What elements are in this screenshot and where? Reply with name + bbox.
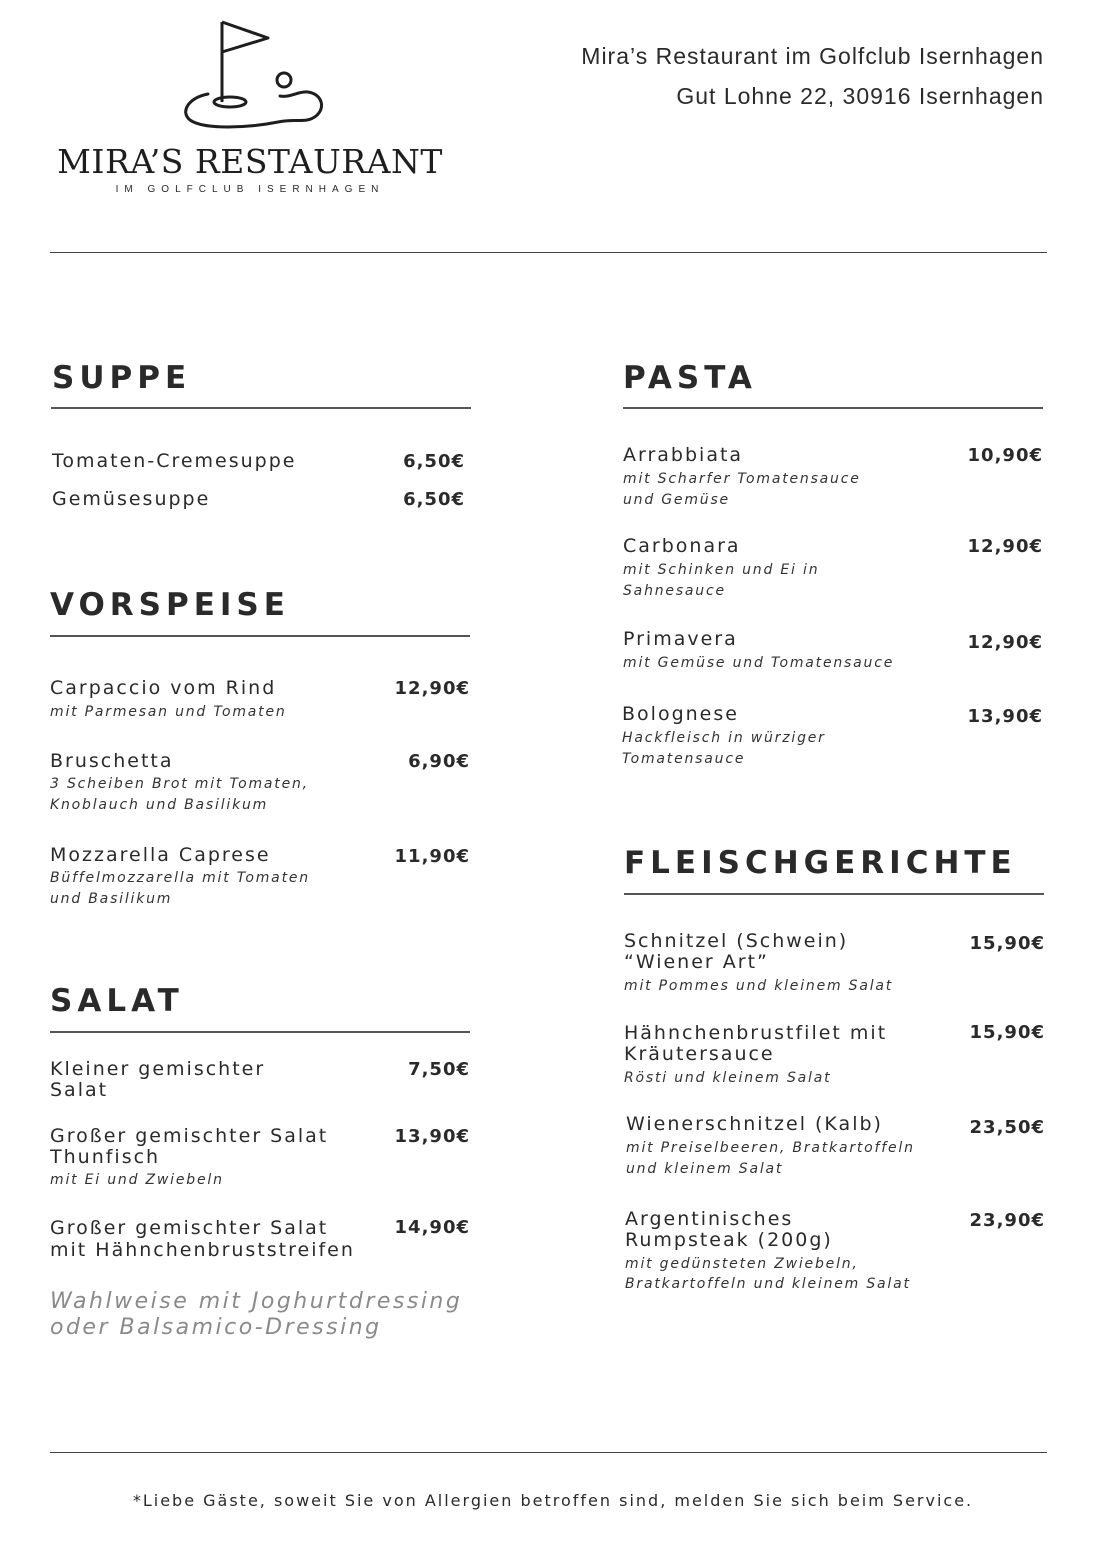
menu-item-description: mit Pommes und kleinem Salat: [624, 978, 894, 994]
menu-item-name: Bolognese: [622, 703, 739, 725]
menu-item-description: Rösti und kleinem Salat: [624, 1070, 832, 1086]
menu-item-description: Büffelmozzarella mit Tomaten: [50, 870, 310, 886]
menu-item-description: Bratkartoffeln und kleinem Salat: [625, 1276, 911, 1292]
menu-item-description: Hackfleisch in würziger: [622, 730, 826, 746]
restaurant-address-line: Gut Lohne 22, 30916 Isernhagen: [676, 83, 1044, 109]
menu-item-name: “Wiener Art”: [624, 951, 769, 973]
menu-item-name: Schnitzel (Schwein): [624, 930, 849, 952]
menu-item-price: 14,90€: [394, 1217, 470, 1238]
menu-item-name: Großer gemischter Salat: [50, 1125, 329, 1147]
menu-item-name: Thunfisch: [50, 1146, 161, 1168]
menu-item-description: mit Preiselbeeren, Bratkartoffeln: [626, 1140, 915, 1156]
menu-item-price: 12,90€: [967, 632, 1043, 653]
menu-item-description: Knoblauch und Basilikum: [50, 797, 269, 813]
menu-item-description: und kleinem Salat: [626, 1161, 784, 1177]
menu-item-price: 23,90€: [969, 1210, 1045, 1231]
section-rule: [50, 635, 470, 637]
section-title-vorspeise: VORSPEISE: [50, 587, 290, 623]
header-divider: [50, 252, 1047, 253]
section-rule: [623, 407, 1043, 409]
menu-item-name: Hähnchenbrustfilet mit: [624, 1022, 888, 1044]
logo-wordmark: MIRA’S RESTAURANT: [57, 142, 443, 181]
logo-tagline: IM GOLFCLUB ISERNHAGEN: [115, 184, 385, 195]
menu-item-description: mit Gemüse und Tomatensauce: [623, 655, 895, 671]
menu-item-description: und Basilikum: [50, 891, 173, 907]
menu-item-name: Kräutersauce: [624, 1043, 775, 1065]
golf-flag-logo-icon: [178, 18, 328, 134]
menu-item-description: mit Scharfer Tomatensauce: [623, 471, 861, 487]
menu-item-price: 15,90€: [969, 933, 1045, 954]
menu-item-description: und Gemüse: [623, 492, 730, 508]
menu-item-price: 11,90€: [394, 846, 470, 867]
dressing-note: Wahlweise mit Joghurtdressing: [50, 1289, 463, 1314]
menu-item-name: Primavera: [623, 628, 738, 650]
menu-item-description: mit Ei und Zwiebeln: [50, 1172, 224, 1188]
menu-item-name: Tomaten-Cremesuppe: [52, 450, 297, 472]
restaurant-name-line: Mira’s Restaurant im Golfclub Isernhagen: [581, 43, 1044, 69]
menu-item-price: 6,50€: [403, 489, 465, 510]
menu-item-description: Sahnesauce: [623, 583, 726, 599]
menu-item-price: 6,90€: [408, 751, 470, 772]
menu-item-price: 15,90€: [969, 1022, 1045, 1043]
menu-item-name: Kleiner gemischter: [50, 1058, 266, 1080]
menu-item-name: Carbonara: [623, 535, 741, 557]
section-title-suppe: SUPPE: [52, 360, 192, 396]
menu-item-name: Mozzarella Caprese: [50, 844, 271, 866]
menu-item-description: Tomatensauce: [622, 751, 746, 767]
section-title-fleischgerichte: FLEISCHGERICHTE: [624, 845, 1017, 881]
menu-item-name: Carpaccio vom Rind: [50, 677, 277, 699]
menu-item-description: mit gedünsteten Zwiebeln,: [625, 1256, 859, 1272]
menu-item-name: mit Hähnchenbruststreifen: [50, 1239, 355, 1261]
menu-item-name: Gemüsesuppe: [52, 488, 211, 510]
menu-item-price: 7,50€: [408, 1059, 470, 1080]
section-rule: [51, 407, 471, 409]
menu-item-price: 12,90€: [967, 536, 1043, 557]
menu-item-description: mit Parmesan und Tomaten: [50, 704, 287, 720]
menu-item-name: Arrabbiata: [623, 444, 744, 466]
menu-item-price: 23,50€: [969, 1117, 1045, 1138]
menu-item-price: 13,90€: [967, 706, 1043, 727]
menu-item-name: Salat: [50, 1079, 109, 1101]
dressing-note: oder Balsamico-Dressing: [50, 1315, 382, 1340]
menu-item-description: 3 Scheiben Brot mit Tomaten,: [50, 776, 309, 792]
allergy-notice: *Liebe Gäste, soweit Sie von Allergien betroffen sind, melden Sie sich beim Service.: [132, 1491, 974, 1510]
section-title-salat: SALAT: [50, 983, 184, 1019]
menu-item-name: Bruschetta: [50, 750, 174, 772]
section-rule: [624, 893, 1044, 895]
menu-item-price: 6,50€: [403, 451, 465, 472]
section-title-pasta: PASTA: [623, 360, 757, 396]
menu-item-name: Großer gemischter Salat: [50, 1217, 329, 1239]
menu-item-name: Rumpsteak (200g): [625, 1229, 833, 1251]
section-rule: [50, 1031, 470, 1033]
menu-item-name: Argentinisches: [625, 1208, 794, 1230]
footer-divider: [50, 1452, 1047, 1453]
menu-item-price: 12,90€: [394, 678, 470, 699]
menu-item-name: Wienerschnitzel (Kalb): [626, 1113, 883, 1135]
menu-item-description: mit Schinken und Ei in: [623, 562, 820, 578]
menu-item-price: 10,90€: [967, 445, 1043, 466]
menu-item-price: 13,90€: [394, 1126, 470, 1147]
